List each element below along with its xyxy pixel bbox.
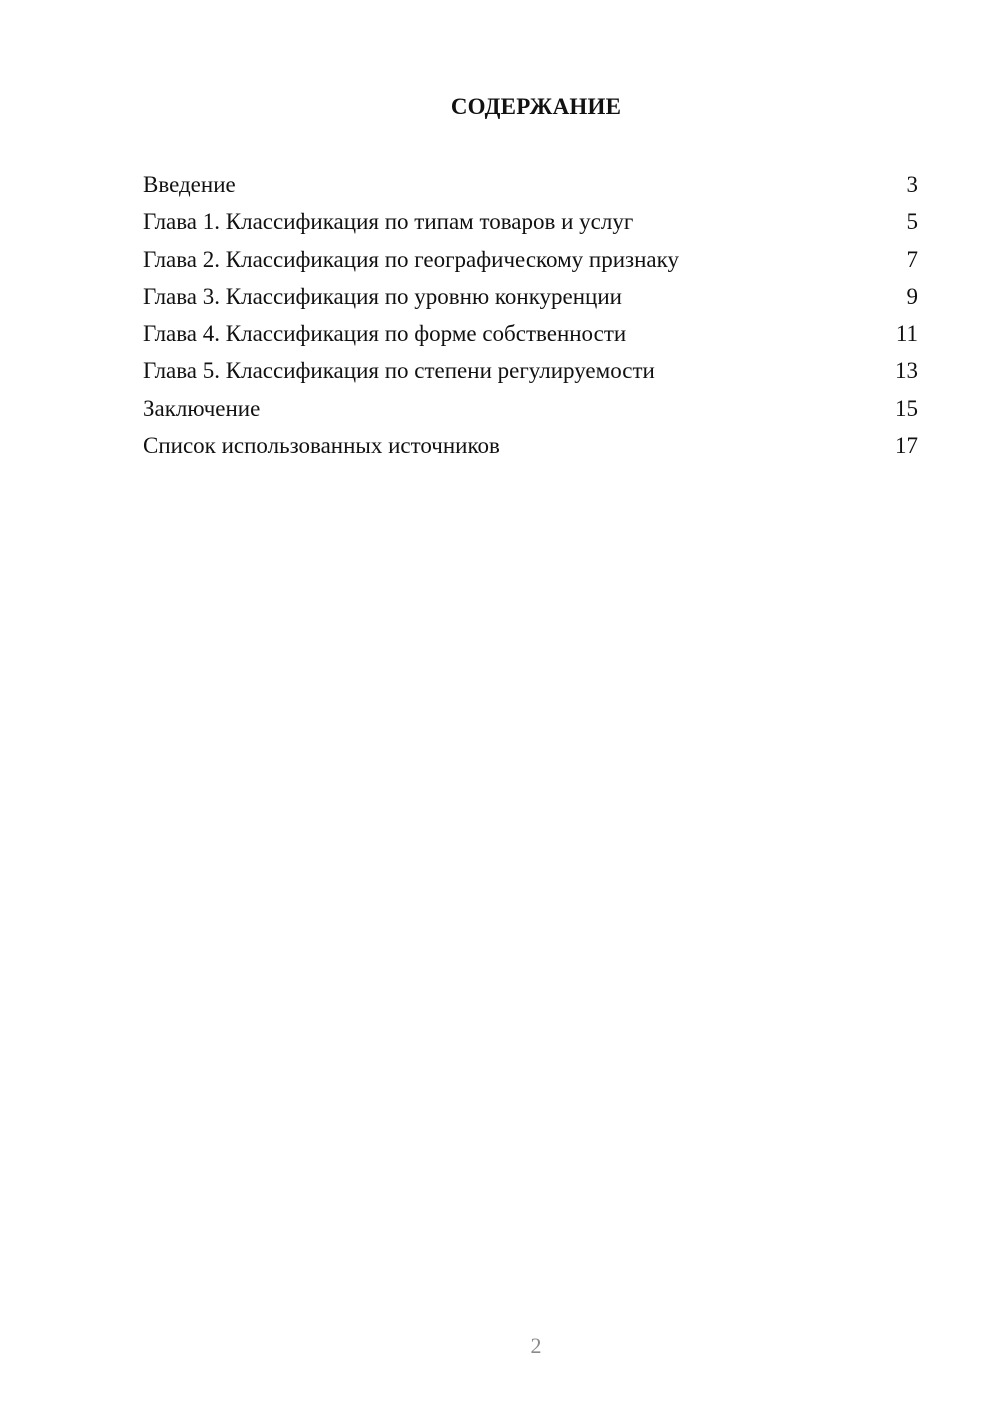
toc-entry-title: Глава 1. Классификация по типам товаров и услуг: [143, 209, 634, 235]
toc-entry-title: Глава 4. Классификация по форме собственности: [143, 321, 627, 347]
toc-entry-chapter-4: [143, 317, 918, 354]
toc-entry-title: Глава 5. Классификация по степени регулируемости: [143, 358, 655, 384]
toc-entry-title: Список использованных источников: [143, 433, 500, 459]
toc-entry-page: 15: [895, 395, 918, 421]
page-title: СОДЕРЖАНИЕ: [450, 94, 622, 119]
toc-entry-chapter-1: [143, 205, 918, 242]
table-of-contents: [143, 168, 918, 466]
toc-entry-title: Заключение: [143, 395, 261, 421]
toc-entry-chapter-2: [143, 243, 918, 280]
toc-entry-title: Введение: [143, 172, 236, 197]
page-number: 2: [530, 1333, 542, 1358]
toc-entry-chapter-5: [143, 354, 918, 391]
toc-entry-page: 7: [906, 246, 918, 272]
toc-entry-title: Глава 3. Классификация по уровню конкуренции: [143, 283, 622, 309]
toc-entry-page: 17: [895, 433, 918, 459]
toc-entry-references: [143, 429, 918, 466]
toc-entry-title: Глава 2. Классификация по географическому признаку: [143, 246, 679, 272]
toc-entry-page: 5: [906, 209, 918, 235]
toc-entry-page: 13: [895, 358, 918, 384]
toc-entry-page: 9: [906, 283, 918, 309]
toc-entry-conclusion: [143, 392, 918, 429]
toc-entry-page: 11: [895, 321, 918, 347]
toc-entry-page: 3: [906, 172, 918, 197]
toc-entry-introduction: [143, 168, 918, 205]
toc-entry-chapter-3: [143, 280, 918, 317]
